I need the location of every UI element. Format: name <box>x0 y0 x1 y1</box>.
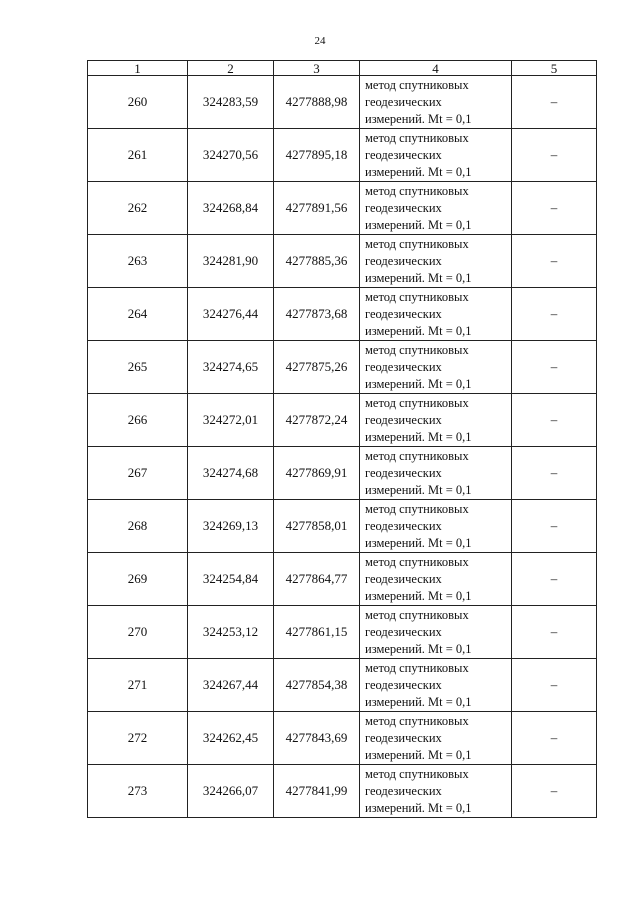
note-cell: – <box>512 129 597 182</box>
method-text-line: метод спутниковых <box>365 130 469 145</box>
method-cell <box>360 765 512 818</box>
method-cell <box>360 606 512 659</box>
y-coordinate-cell: 4277858,01 <box>274 500 360 553</box>
note-cell: – <box>512 394 597 447</box>
x-coordinate-cell: 324268,84 <box>188 182 274 235</box>
method-text-line: геодезических <box>365 571 442 586</box>
note-cell: – <box>512 76 597 129</box>
method-cell <box>360 129 512 182</box>
x-coordinate-cell: 324283,59 <box>188 76 274 129</box>
y-coordinate-cell: 4277873,68 <box>274 288 360 341</box>
x-coordinate-cell: 324267,44 <box>188 659 274 712</box>
method-text-line: метод спутниковых <box>365 766 469 781</box>
table-row <box>88 288 597 341</box>
table-row <box>88 712 597 765</box>
column-header-4: 4 <box>360 61 512 76</box>
x-coordinate-cell: 324276,44 <box>188 288 274 341</box>
coordinates-table <box>87 60 597 818</box>
method-text-line: метод спутниковых <box>365 395 469 410</box>
method-text-line: метод спутниковых <box>365 448 469 463</box>
method-cell <box>360 394 512 447</box>
method-text-line: метод спутниковых <box>365 342 469 357</box>
method-text-line: геодезических <box>365 359 442 374</box>
method-text-line: метод спутниковых <box>365 77 469 92</box>
method-text-line: измерений. Mt = 0,1 <box>365 641 472 656</box>
y-coordinate-cell: 4277854,38 <box>274 659 360 712</box>
y-coordinate-cell: 4277841,99 <box>274 765 360 818</box>
y-coordinate-cell: 4277872,24 <box>274 394 360 447</box>
table-row <box>88 182 597 235</box>
y-coordinate-cell: 4277875,26 <box>274 341 360 394</box>
y-coordinate-cell: 4277895,18 <box>274 129 360 182</box>
x-coordinate-cell: 324270,56 <box>188 129 274 182</box>
method-text-line: геодезических <box>365 94 442 109</box>
note-cell: – <box>512 553 597 606</box>
table-row <box>88 76 597 129</box>
method-text-line: геодезических <box>365 730 442 745</box>
method-text-line: измерений. Mt = 0,1 <box>365 800 472 815</box>
point-number-cell: 273 <box>88 765 188 818</box>
column-header-3: 3 <box>274 61 360 76</box>
method-cell <box>360 288 512 341</box>
table-header-row <box>88 61 597 76</box>
method-text-line: измерений. Mt = 0,1 <box>365 323 472 338</box>
method-text-line: геодезических <box>365 783 442 798</box>
note-cell: – <box>512 288 597 341</box>
y-coordinate-cell: 4277864,77 <box>274 553 360 606</box>
note-cell: – <box>512 712 597 765</box>
x-coordinate-cell: 324274,65 <box>188 341 274 394</box>
point-number-cell: 262 <box>88 182 188 235</box>
note-cell: – <box>512 500 597 553</box>
point-number-cell: 263 <box>88 235 188 288</box>
method-text-line: измерений. Mt = 0,1 <box>365 376 472 391</box>
x-coordinate-cell: 324269,13 <box>188 500 274 553</box>
table-row <box>88 129 597 182</box>
method-cell <box>360 500 512 553</box>
y-coordinate-cell: 4277885,36 <box>274 235 360 288</box>
table-row <box>88 606 597 659</box>
table-body <box>88 76 597 818</box>
table-row <box>88 500 597 553</box>
x-coordinate-cell: 324262,45 <box>188 712 274 765</box>
method-text-line: геодезических <box>365 677 442 692</box>
note-cell: – <box>512 659 597 712</box>
method-text-line: геодезических <box>365 200 442 215</box>
x-coordinate-cell: 324274,68 <box>188 447 274 500</box>
method-cell <box>360 659 512 712</box>
table-row <box>88 394 597 447</box>
method-text-line: измерений. Mt = 0,1 <box>365 217 472 232</box>
column-header-1: 1 <box>88 61 188 76</box>
method-text-line: геодезических <box>365 465 442 480</box>
x-coordinate-cell: 324254,84 <box>188 553 274 606</box>
method-text-line: геодезических <box>365 306 442 321</box>
point-number-cell: 269 <box>88 553 188 606</box>
y-coordinate-cell: 4277891,56 <box>274 182 360 235</box>
method-text-line: метод спутниковых <box>365 289 469 304</box>
point-number-cell: 267 <box>88 447 188 500</box>
method-text-line: измерений. Mt = 0,1 <box>365 111 472 126</box>
method-text-line: геодезических <box>365 412 442 427</box>
table-row <box>88 447 597 500</box>
method-cell <box>360 341 512 394</box>
point-number-cell: 268 <box>88 500 188 553</box>
x-coordinate-cell: 324266,07 <box>188 765 274 818</box>
x-coordinate-cell: 324253,12 <box>188 606 274 659</box>
point-number-cell: 265 <box>88 341 188 394</box>
table-row <box>88 235 597 288</box>
y-coordinate-cell: 4277869,91 <box>274 447 360 500</box>
method-cell <box>360 76 512 129</box>
note-cell: – <box>512 606 597 659</box>
table-row <box>88 341 597 394</box>
x-coordinate-cell: 324272,01 <box>188 394 274 447</box>
note-cell: – <box>512 341 597 394</box>
note-cell: – <box>512 235 597 288</box>
method-text-line: метод спутниковых <box>365 554 469 569</box>
method-text-line: геодезических <box>365 624 442 639</box>
method-text-line: измерений. Mt = 0,1 <box>365 588 472 603</box>
y-coordinate-cell: 4277843,69 <box>274 712 360 765</box>
point-number-cell: 260 <box>88 76 188 129</box>
point-number-cell: 270 <box>88 606 188 659</box>
point-number-cell: 272 <box>88 712 188 765</box>
y-coordinate-cell: 4277888,98 <box>274 76 360 129</box>
point-number-cell: 271 <box>88 659 188 712</box>
method-cell <box>360 447 512 500</box>
method-text-line: метод спутниковых <box>365 501 469 516</box>
method-text-line: измерений. Mt = 0,1 <box>365 747 472 762</box>
table-row <box>88 553 597 606</box>
method-text-line: метод спутниковых <box>365 183 469 198</box>
point-number-cell: 266 <box>88 394 188 447</box>
page-number: 24 <box>314 35 326 47</box>
method-text-line: измерений. Mt = 0,1 <box>365 164 472 179</box>
method-text-line: измерений. Mt = 0,1 <box>365 535 472 550</box>
column-header-2: 2 <box>188 61 274 76</box>
method-text-line: геодезических <box>365 518 442 533</box>
method-text-line: измерений. Mt = 0,1 <box>365 482 472 497</box>
table-row <box>88 765 597 818</box>
point-number-cell: 261 <box>88 129 188 182</box>
method-text-line: метод спутниковых <box>365 660 469 675</box>
method-text-line: измерений. Mt = 0,1 <box>365 429 472 444</box>
method-text-line: метод спутниковых <box>365 607 469 622</box>
note-cell: – <box>512 765 597 818</box>
method-cell <box>360 712 512 765</box>
y-coordinate-cell: 4277861,15 <box>274 606 360 659</box>
method-text-line: геодезических <box>365 147 442 162</box>
note-cell: – <box>512 447 597 500</box>
method-cell <box>360 235 512 288</box>
method-text-line: метод спутниковых <box>365 713 469 728</box>
method-text-line: измерений. Mt = 0,1 <box>365 270 472 285</box>
method-text-line: метод спутниковых <box>365 236 469 251</box>
method-text-line: измерений. Mt = 0,1 <box>365 694 472 709</box>
x-coordinate-cell: 324281,90 <box>188 235 274 288</box>
column-header-5: 5 <box>512 61 597 76</box>
note-cell: – <box>512 182 597 235</box>
method-text-line: геодезических <box>365 253 442 268</box>
method-cell <box>360 553 512 606</box>
table-row <box>88 659 597 712</box>
method-cell <box>360 182 512 235</box>
point-number-cell: 264 <box>88 288 188 341</box>
